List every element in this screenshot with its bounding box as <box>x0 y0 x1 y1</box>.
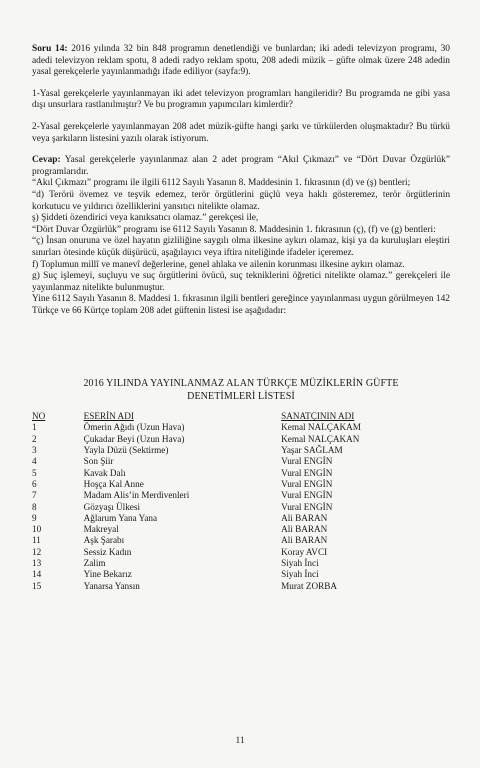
table-row <box>32 558 450 569</box>
answer-line: f) Toplumun millî ve manevî değerlerine, genel ahlaka ve ailenin korunması ilkesine aykırı olamaz. <box>32 259 405 270</box>
cell-artist: Siyah İnci <box>281 569 319 580</box>
cell-work: Yayla Düzü (Sektirme) <box>83 445 169 456</box>
cell-no: 8 <box>32 501 37 512</box>
table-row <box>32 456 450 467</box>
cell-work: Madam Alis’in Merdivenleri <box>83 490 190 501</box>
table-row <box>32 468 450 479</box>
cell-work: Çukadar Beyi (Uzun Hava) <box>83 433 185 444</box>
answer-line: “Akıl Çıkmazı” programı ile ilgili 6112 Sayılı Yasanın 8. Maddesinin 1. fıkrasının (d) ve (ş) bentleri; <box>32 178 411 189</box>
answer-line: g) Suç işlemeyi, suçluyu ve suç örgütlerini övücü, suç tekniklerini öğretici nitelikte olamaz.” gerekçeleri ile yayınlanmaz nitelikte bulunmuştur. <box>32 271 450 293</box>
cell-no: 12 <box>32 546 42 557</box>
header-work: ESERİN ADI <box>83 411 134 422</box>
list-title-line-1: 2016 YILINDA YAYINLANMAZ ALAN TÜRKÇE MÜZİKLERİN GÜFTE <box>83 378 399 390</box>
cell-artist: Kemal NALÇAKAM <box>281 422 361 433</box>
list-title-line-2: DENETİMLERİ LİSTESİ <box>187 391 295 403</box>
table-row <box>32 535 450 546</box>
songs-table <box>32 411 450 591</box>
cell-work: Yine Bekarız <box>83 569 132 580</box>
cell-artist: Murat ZORBA <box>281 580 337 591</box>
cell-work: Yanarsa Yansın <box>83 580 140 591</box>
table-row <box>32 445 450 456</box>
header-no: NO <box>32 411 46 422</box>
answer-line <box>32 155 450 178</box>
cell-work: Son Şiir <box>83 456 114 467</box>
table-row <box>32 422 450 433</box>
cell-no: 11 <box>32 535 41 546</box>
cell-work: Ağlarum Yana Yana <box>83 512 158 523</box>
cell-artist: Kemal NALÇAKAN <box>281 433 360 444</box>
table-row <box>32 547 450 558</box>
cell-artist: Vural ENGİN <box>281 490 333 501</box>
cell-artist: Ali BARAN <box>281 524 328 535</box>
cell-artist: Vural ENGİN <box>281 456 333 467</box>
cell-artist: Ali BARAN <box>281 535 328 546</box>
cell-no: 1 <box>32 422 37 433</box>
sub-question-2: 2-Yasal gerekçelerle yayınlanmayan 208 adet müzik-güfte hangi şarkı ve türkülerden oluşmaktadır? Bu türkü veya şarkıların listesini yazılı olarak istiyorum. <box>32 121 450 144</box>
answer-block <box>32 155 450 317</box>
table-row <box>32 434 450 445</box>
cell-work: Gözyaşı Ülkesi <box>83 501 140 512</box>
table-header-row <box>32 411 450 422</box>
table-row <box>32 524 450 535</box>
table-row <box>32 569 450 580</box>
cell-artist: Yaşar SAĞLAM <box>281 445 343 456</box>
cell-no: 13 <box>32 558 42 569</box>
answer-line: “d) Terörü övemez ve teşvik edemez, terör örgütlerini güçlü veya haklı gösteremez, terör örgütlerinin korkutucu ve yıldırıcı özelliklerini yansıtıcı nitelikte olamaz. <box>32 189 450 212</box>
cell-work: Makreyal <box>83 524 119 535</box>
cell-artist: Koray AVCI <box>281 546 328 557</box>
cell-no: 3 <box>32 445 37 456</box>
cell-no: 5 <box>32 467 37 478</box>
answer-line: ş) Şiddeti özendirici veya kanıksatıcı olamaz.” gerekçesi ile, <box>32 213 259 224</box>
cell-artist: Siyah İnci <box>281 558 319 569</box>
answer-label: Cevap: <box>32 155 61 166</box>
cell-artist: Vural ENGİN <box>281 467 333 478</box>
cell-artist: Vural ENGİN <box>281 478 333 489</box>
answer-text: Yasal gerekçelerle yayınlanmaz alan 2 adet program “Akıl Çıkmazı” ve “Dört Duvar Özgürlük” programlarıdır. <box>32 155 450 177</box>
cell-work: Hoşça Kal Anne <box>83 478 144 489</box>
cell-no: 15 <box>32 580 42 591</box>
answer-line: “ç) İnsan onuruna ve özel hayatın gizliliğine saygılı olma ilkesine aykırı olamaz, kişi ya da kuruluşları eleştiri sınırları ötesinde küçük düşürücü, aşağılayıcı veya iftira niteliğinde ifadeler içeremez. <box>32 236 450 258</box>
cell-no: 14 <box>32 569 42 580</box>
table-row <box>32 513 450 524</box>
cell-no: 10 <box>32 524 42 535</box>
page-number: 11 <box>235 736 245 746</box>
header-artist: SANATÇININ ADI <box>281 411 355 422</box>
cell-no: 9 <box>32 512 37 523</box>
table-row <box>32 479 450 490</box>
question-text: 2016 yılında 32 bin 848 programın denetlendiği ve bunlardan; iki adedi televizyon programı, 30 adedi televizyon reklam spotu, 8 adedi radyo reklam spotu, 208 adedi müzik – güfte olmak üzere 248 adedin yasal gerekçelerle yayınlanmadığı ifade ediliyor (sayfa:9). <box>32 44 450 78</box>
answer-line: “Dört Duvar Özgürlük” programı ise 6112 Sayılı Yasanın 8. Maddesinin 1. fıkrasının (ç), (f) ve (g) bentleri: <box>32 224 436 235</box>
cell-no: 4 <box>32 456 37 467</box>
cell-artist: Vural ENGİN <box>281 501 333 512</box>
table-row <box>32 490 450 501</box>
cell-work: Zalim <box>83 558 106 569</box>
cell-work: Ömerin Ağıdı (Uzun Hava) <box>83 422 185 433</box>
cell-no: 6 <box>32 478 37 489</box>
cell-work: Sessiz Kadın <box>83 546 132 557</box>
list-title <box>32 377 450 403</box>
table-row <box>32 502 450 513</box>
cell-work: Aşk Şarabı <box>83 535 125 546</box>
question-14 <box>32 44 450 79</box>
cell-work: Kavak Dalı <box>83 467 126 478</box>
answer-line: Yine 6112 Sayılı Yasanın 8. Maddesi 1. fıkrasının ilgili bentleri gereğince yayınlanması uygun görülmeyen 142 Türkçe ve 66 Kürtçe toplam 208 adet güftenin listesi ise aşağıdadır: <box>32 294 450 316</box>
cell-artist: Ali BARAN <box>281 512 328 523</box>
cell-no: 2 <box>32 433 37 444</box>
sub-question-1: 1-Yasal gerekçelerle yayınlanmayan iki adet televizyon programları hangileridir? Bu programda ne gibi yasa dışı unsurlara rastlanılmıştır? Ve bu programın yapımcıları kimlerdir? <box>32 88 450 111</box>
table-row <box>32 581 450 592</box>
question-label: Soru 14: <box>32 44 68 54</box>
cell-no: 7 <box>32 490 37 501</box>
